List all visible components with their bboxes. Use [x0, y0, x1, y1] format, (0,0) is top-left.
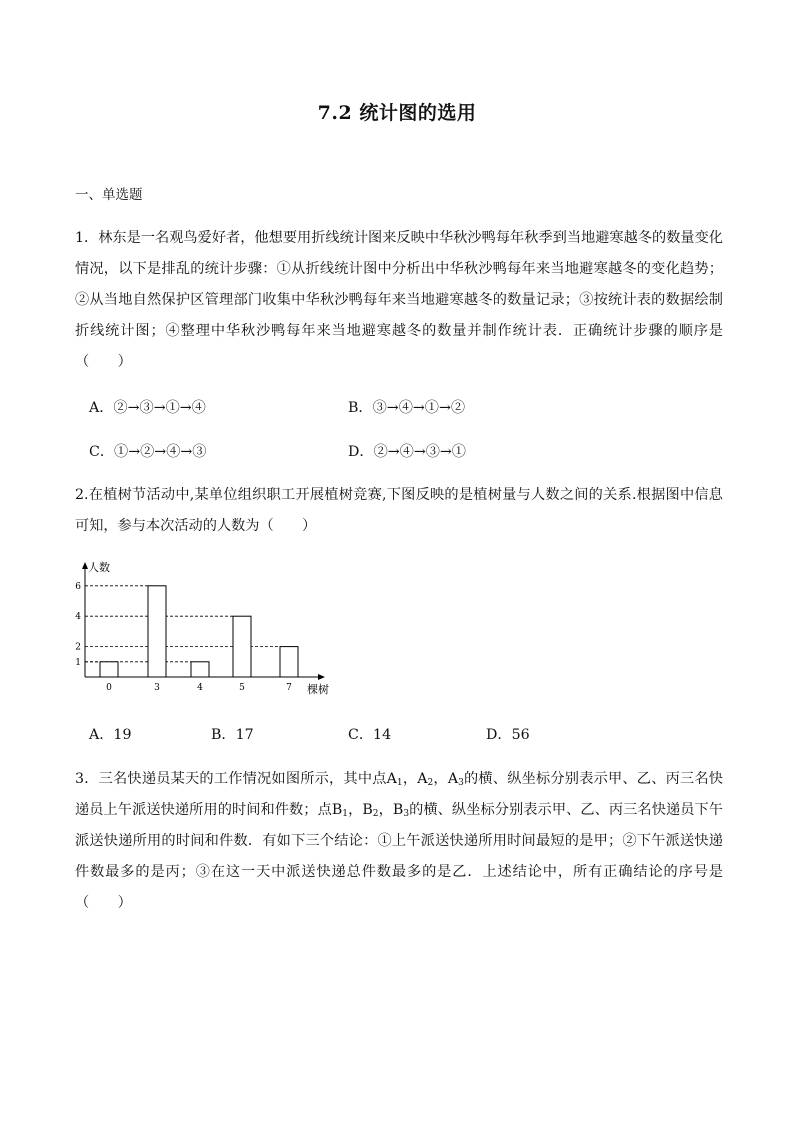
x-axis-arrow — [318, 674, 325, 680]
subscript: 3 — [458, 778, 464, 788]
q3-text-part: 的横、纵坐标分别表示甲、乙、丙三名快递员上午派送快递所用的时间和件数；点B — [75, 771, 723, 818]
section-heading: 一、单选题 — [75, 187, 143, 203]
x-tick-label: 5 — [239, 683, 245, 693]
subscript: 1 — [396, 778, 403, 788]
y-axis-label: 人数 — [88, 561, 110, 574]
q2-option-a[interactable]: A．19 — [89, 727, 132, 743]
y-tick-label: 1 — [75, 657, 81, 668]
q3-text-part: ，B — [348, 802, 373, 818]
q1-option-d[interactable]: D．②→④→③→① — [348, 444, 466, 460]
q2-option-d[interactable]: D．56 — [486, 727, 530, 743]
q2-option-c[interactable]: C．14 — [348, 727, 392, 743]
q3-text-part: ，A — [433, 771, 459, 787]
question-2-text: 2.在植树节活动中,某单位组织职工开展植树竞赛,下图反映的是植树量与人数之间的关系.根据图中信息可知，参与本次活动的人数为（ ） — [75, 487, 723, 534]
bar-0 — [100, 662, 118, 677]
bar-5 — [233, 616, 251, 677]
subscript: 3 — [403, 809, 410, 819]
q1-option-a[interactable]: A．②→③→①→④ — [89, 400, 206, 416]
q1-option-c[interactable]: C．①→②→④→③ — [89, 444, 207, 460]
q3-text-part: 3．三名快递员某天的工作情况如图所示，其中点A — [75, 771, 397, 787]
x-tick-label: 7 — [286, 683, 292, 693]
subscript: 1 — [342, 809, 349, 819]
q3-text-part: 的横、纵坐标分别表示甲、乙、丙三名快递员下午派送快递所用的时间和件数．有如下三个结论：①上午派送快递所用时间最短的是甲；②下午派送快递件数最多的是丙；③在这一天中派送快递总件数最多的是乙．上述结论中，所有正确结论的序号是（ ） — [75, 802, 723, 911]
tree-planting-bar-chart — [60, 555, 350, 705]
bar-7 — [280, 647, 298, 677]
chart-bars — [100, 586, 298, 677]
x-tick-label: 3 — [154, 683, 160, 693]
subscript: 2 — [372, 809, 379, 819]
page-title: 7.2 统计图的选用 — [317, 102, 477, 124]
q2-option-b[interactable]: B．17 — [211, 727, 254, 743]
x-tick-label: 4 — [197, 683, 203, 693]
question-1-text: 1．林东是一名观鸟爱好者，他想要用折线统计图来反映中华秋沙鸭每年秋季到当地避寒越冬的数量变化情况，以下是排乱的统计步骤：①从折线统计图中分析出中华秋沙鸭每年来当地避寒越冬的变化趋势；②从当地自然保护区管理部门收集中华秋沙鸭每年来当地避寒越冬的数量记录；③按统计表的数据绘制折线统计图；④整理中华秋沙鸭每年来当地避寒越冬的数量并制作统计表．正确统计步骤的顺序是（ ） — [75, 230, 723, 370]
y-tick-label: 4 — [75, 612, 81, 623]
q3-text-part: ，B — [378, 802, 404, 818]
question-3-text — [75, 764, 723, 919]
bar-4 — [191, 662, 209, 677]
subscript: 2 — [427, 778, 434, 788]
y-tick-label: 6 — [75, 581, 81, 592]
q3-text-part: ，A — [402, 771, 428, 787]
q1-option-b[interactable]: B．③→④→①→② — [348, 400, 466, 416]
x-axis-label: 棵树 — [307, 683, 329, 696]
x-tick-label: 0 — [106, 683, 112, 693]
bar-3 — [148, 586, 166, 677]
y-tick-label: 2 — [75, 642, 81, 653]
